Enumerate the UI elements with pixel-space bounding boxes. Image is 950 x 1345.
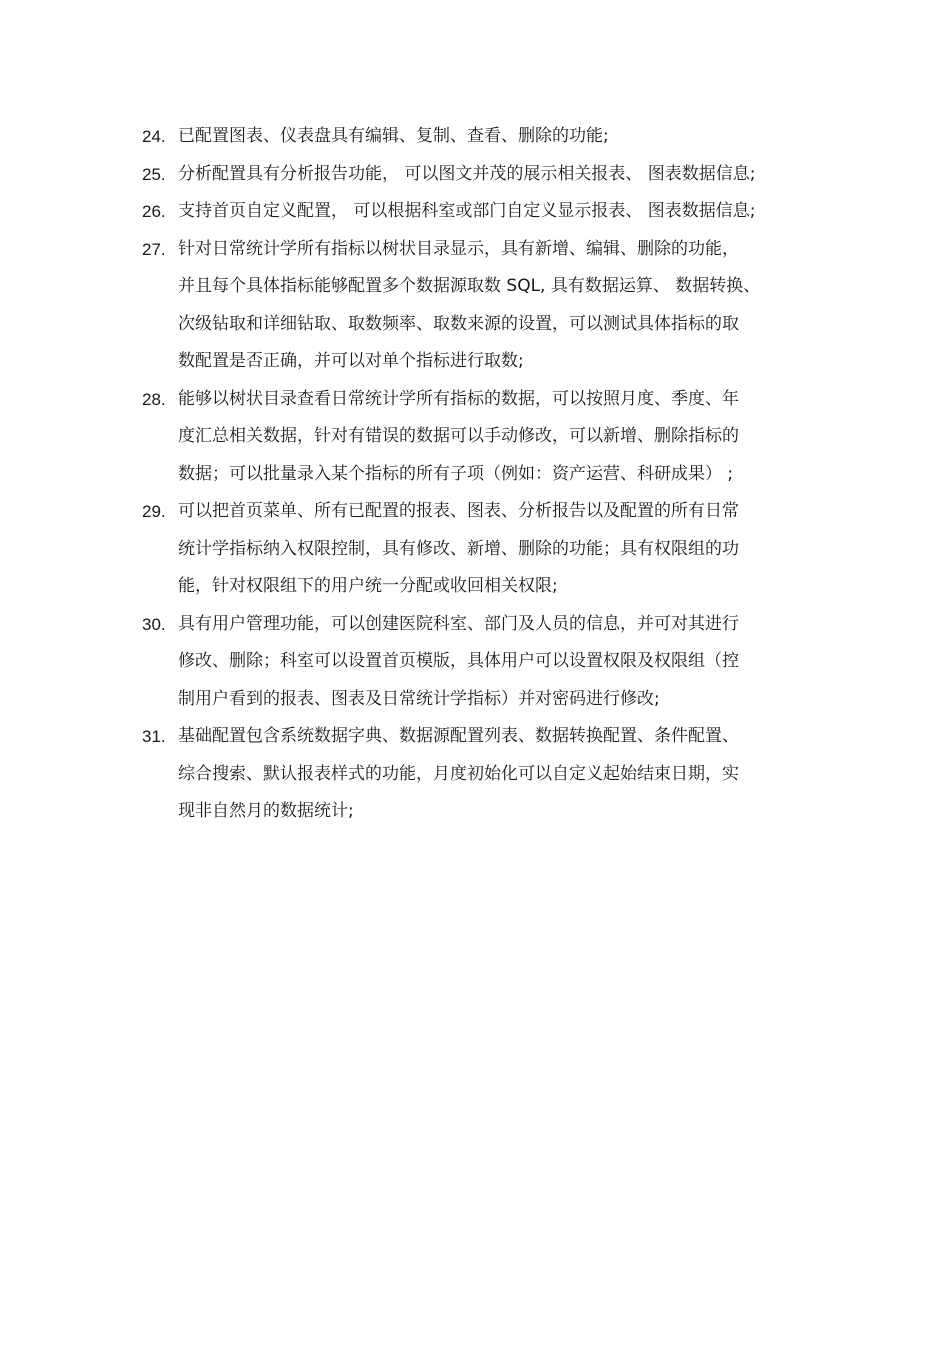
item-text-line: 度汇总相关数据，针对有错误的数据可以手动修改，可以新增、删除指标的 <box>178 426 739 446</box>
item-text-line: 支持首页自定义配置， 可以根据科室或部门自定义显示报表、 图表数据信息; <box>178 201 756 221</box>
item-text-line: 基础配置包含系统数据字典、数据源配置列表、数据转换配置、条件配置、 <box>178 726 739 746</box>
item-text-line: 统计学指标纳入权限控制，具有修改、新增、删除的功能；具有权限组的功 <box>178 538 739 559</box>
item-number: 31. <box>142 727 166 746</box>
list-item-31 <box>142 718 822 831</box>
item-text-line: 可以把首页菜单、所有已配置的报表、图表、分析报告以及配置的所有日常 <box>178 501 739 521</box>
item-number: 27. <box>142 239 166 259</box>
item-number: 25. <box>142 164 166 184</box>
item-text-line: 修改、删除；科室可以设置首页模版，具体用户可以设置权限及权限组（控 <box>178 651 739 671</box>
item-number: 29. <box>142 502 166 521</box>
item-text-line: 针对日常统计学所有指标以树状目录显示，具有新增、编辑、删除的功能， <box>178 238 739 259</box>
item-number: 24. <box>142 127 166 146</box>
item-number: 26. <box>142 202 166 221</box>
item-text-line: 并且每个具体指标能够配置多个数据源取数 SQL, 具有数据运算、 数据转换、 <box>178 276 761 296</box>
item-text-line: 数据；可以批量录入某个指标的所有子项（例如：资产运营、科研成果） ; <box>178 463 734 484</box>
item-text-line: 现非自然月的数据统计; <box>178 801 354 821</box>
item-text-line: 制用户看到的报表、图表及日常统计学指标）并对密码进行修改; <box>178 688 660 709</box>
item-text-line: 具有用户管理功能，可以创建医院科室、部门及人员的信息，并可对其进行 <box>178 613 739 634</box>
item-text-line: 已配置图表、仪表盘具有编辑、复制、查看、删除的功能; <box>178 126 609 146</box>
item-text-line: 能够以树状目录查看日常统计学所有指标的数据，可以按照月度、季度、年 <box>178 388 739 409</box>
requirements-list <box>142 118 822 831</box>
list-item-25 <box>142 156 822 194</box>
list-item-24 <box>142 118 822 156</box>
list-item-27 <box>142 231 822 381</box>
item-text-line: 次级钻取和详细钻取、取数频率、取数来源的设置，可以测试具体指标的取 <box>178 313 739 334</box>
list-item-26 <box>142 193 822 231</box>
item-text-line: 数配置是否正确，并可以对单个指标进行取数; <box>178 351 524 371</box>
list-item-29 <box>142 493 822 606</box>
item-number: 28. <box>142 389 166 409</box>
list-item-28 <box>142 381 822 494</box>
list-item-30 <box>142 606 822 719</box>
item-text-line: 综合搜索、默认报表样式的功能，月度初始化可以自定义起始结束日期，实 <box>178 763 739 784</box>
item-text-line: 能，针对权限组下的用户统一分配或收回相关权限; <box>178 576 558 596</box>
item-text-line: 分析配置具有分析报告功能， 可以图文并茂的展示相关报表、 图表数据信息; <box>178 163 756 184</box>
item-number: 30. <box>142 614 166 634</box>
